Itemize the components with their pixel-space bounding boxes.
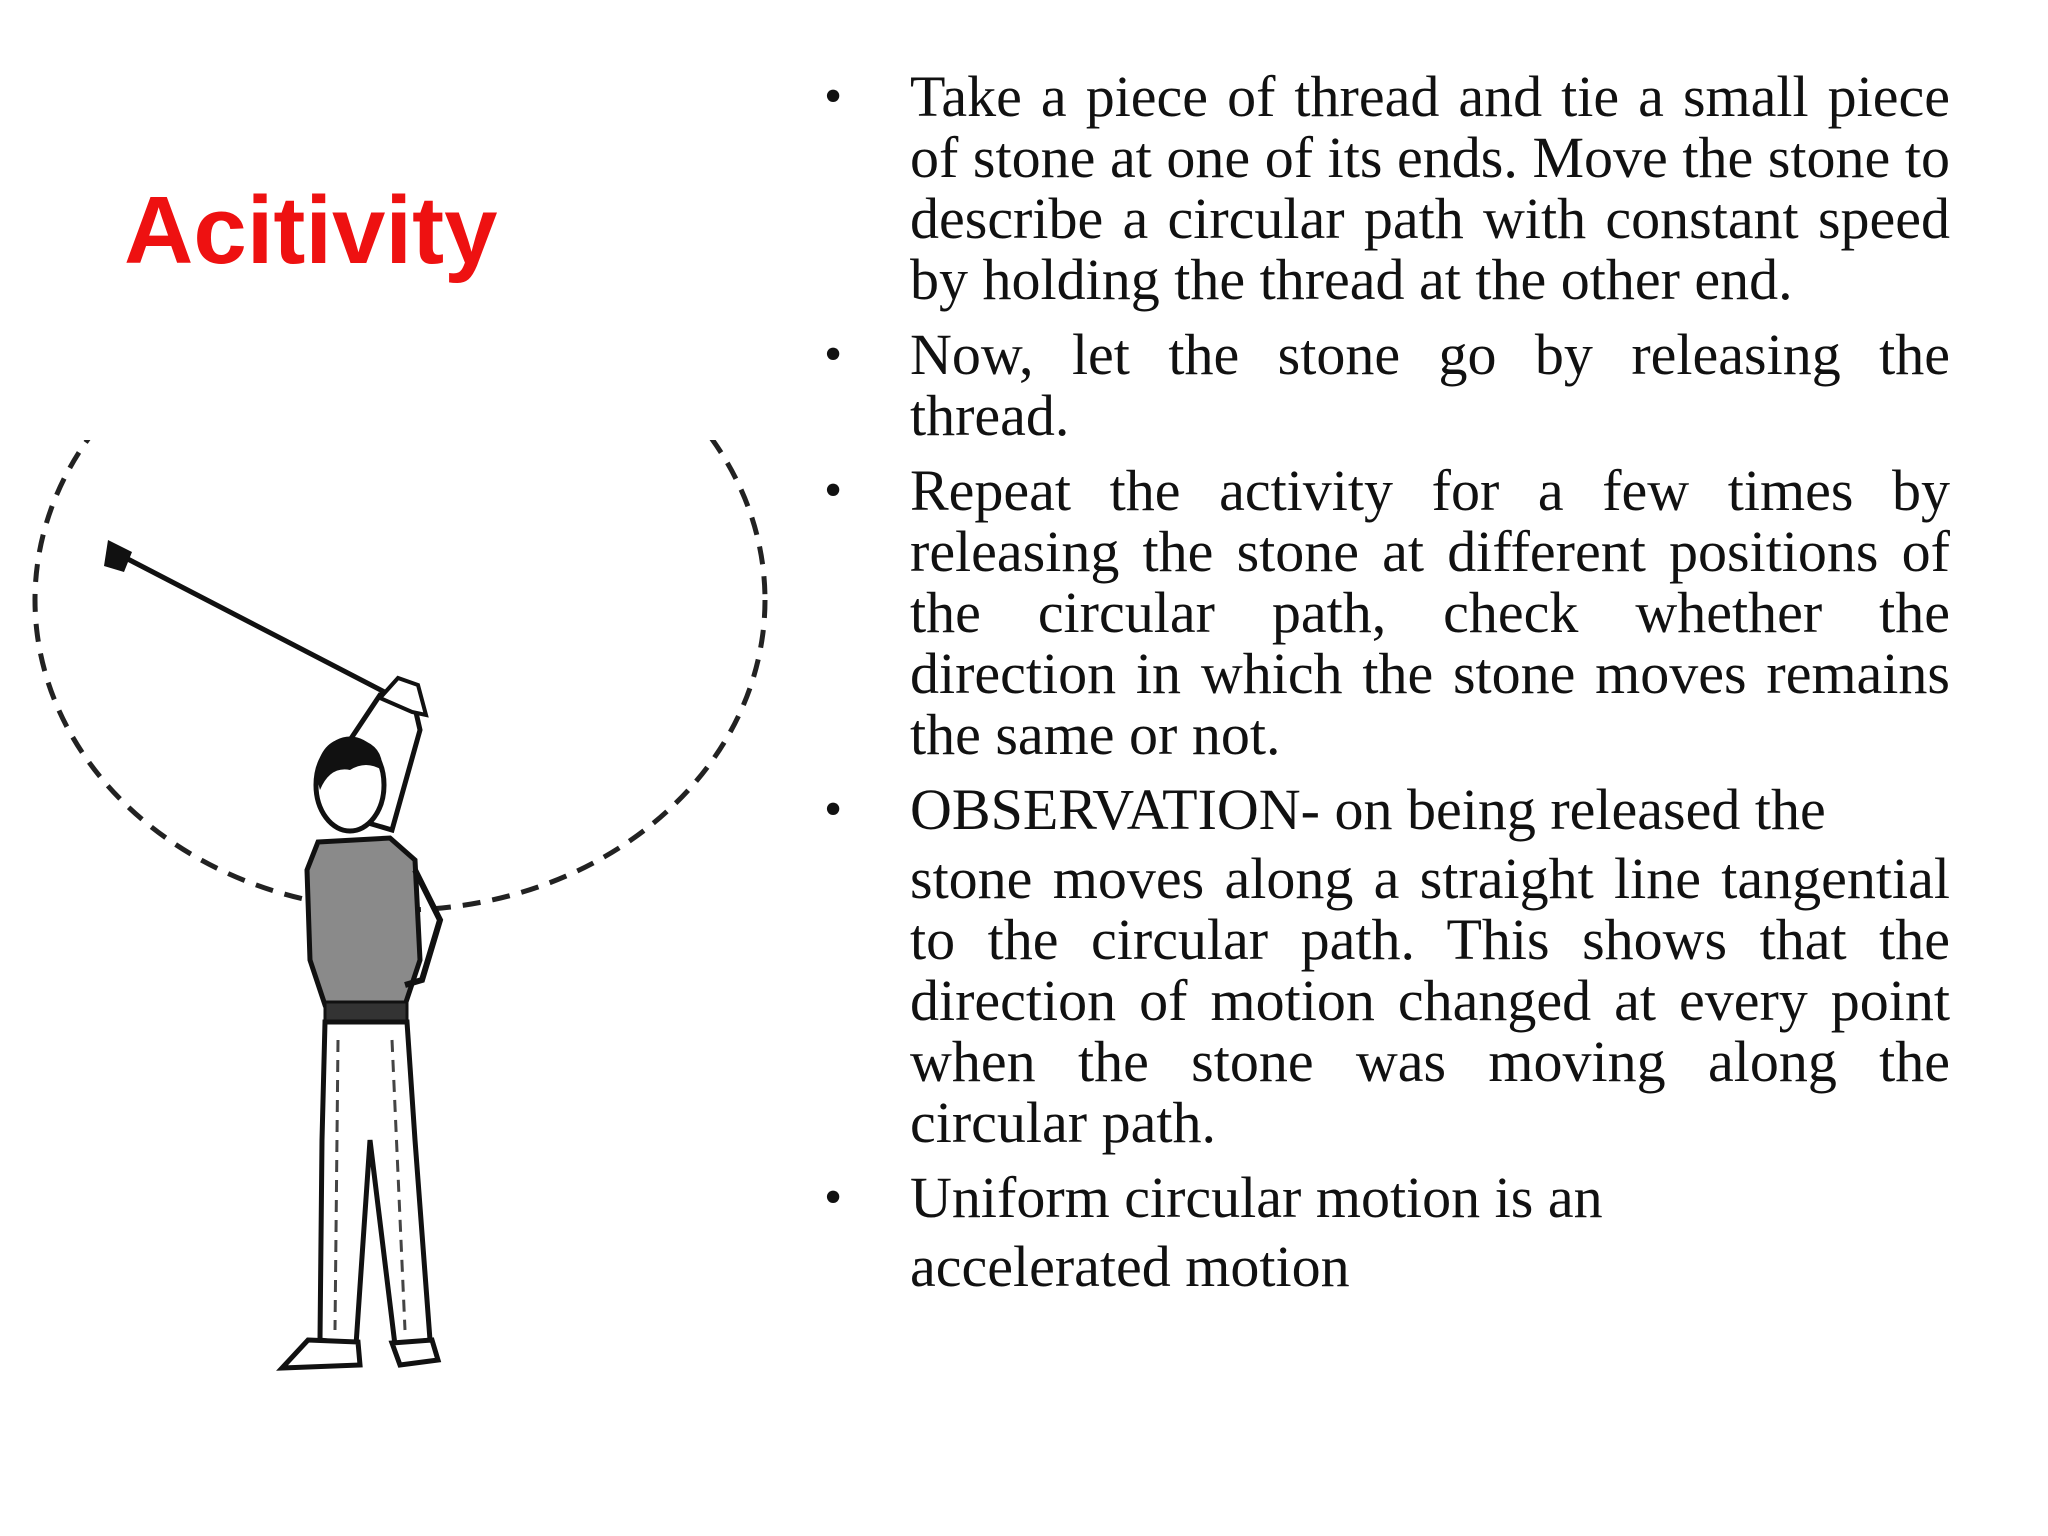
- bullet-text: Uniform circular motion is an: [910, 1165, 1603, 1230]
- bullet-marker: •: [824, 68, 843, 125]
- slide-title: Acitivity: [124, 177, 498, 284]
- circular-motion-illustration: [20, 440, 780, 1400]
- bullet-text: Repeat the activity for a few times by releasing the stone at different positions of the circular path, check whether the direction in which the stone moves remains the same or not.: [910, 458, 1950, 767]
- bullet-text: OBSERVATION- on being released the: [910, 777, 1826, 842]
- bullet-text: Take a piece of thread and tie a small piece of stone at one of its ends. Move the stone to describe a circular path with constant speed by holding the thread at the other end.: [910, 64, 1950, 312]
- bullet-list: [820, 66, 1950, 1311]
- bullet-item: [820, 66, 1950, 310]
- left-shoe: [282, 1340, 360, 1368]
- bullet-marker: •: [824, 1169, 843, 1226]
- bullet-continuation: accelerated motion: [910, 1234, 1350, 1299]
- stone: [104, 540, 132, 572]
- bullet-item: [820, 779, 1950, 1153]
- bullet-item: [820, 1167, 1950, 1297]
- circular-path: [35, 440, 765, 910]
- bullet-marker: •: [824, 326, 843, 383]
- shirt: [307, 838, 420, 1005]
- right-shoe: [392, 1340, 438, 1365]
- belt: [325, 1002, 407, 1022]
- bullet-item: [820, 460, 1950, 765]
- bullet-marker: •: [824, 781, 843, 838]
- bullet-marker: •: [824, 462, 843, 519]
- bullet-continuation: stone moves along a straight line tangential to the circular path. This shows that the direction of motion changed at every point when the stone was moving along the circular path.: [910, 846, 1950, 1155]
- thread: [120, 555, 400, 700]
- bullet-item: [820, 324, 1950, 446]
- bullet-text: Now, let the stone go by releasing the thread.: [910, 322, 1950, 448]
- person-whirling-stone-icon: [20, 440, 780, 1400]
